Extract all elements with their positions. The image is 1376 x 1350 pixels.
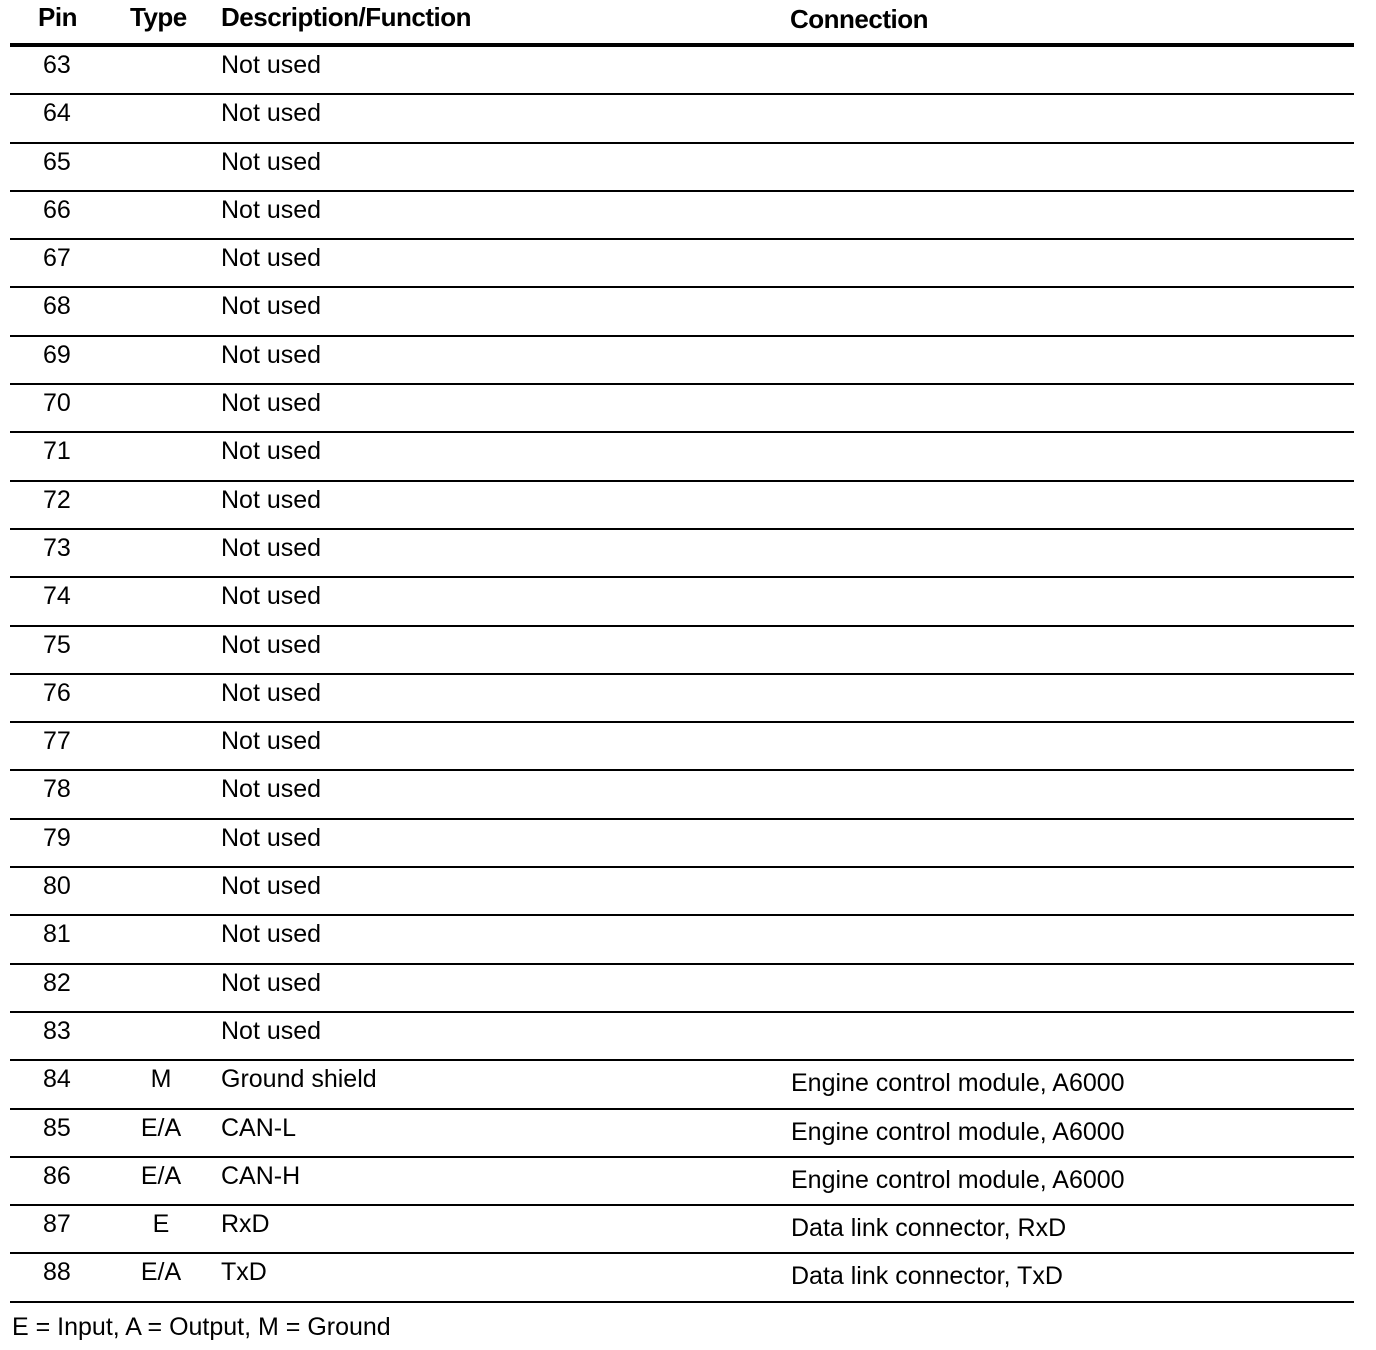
description-cell: Not used — [221, 1016, 322, 1045]
pin-cell: 82 — [43, 968, 71, 997]
description-cell: Not used — [221, 920, 322, 949]
table-row — [10, 868, 1354, 916]
header-type: Type — [130, 2, 187, 32]
table-row — [10, 578, 1354, 626]
legend-footnote: E = Input, A = Output, M = Ground — [12, 1313, 391, 1341]
description-cell: Not used — [221, 872, 322, 901]
table-row — [10, 1206, 1354, 1254]
pin-cell: 85 — [43, 1113, 71, 1142]
description-cell: Not used — [221, 775, 322, 804]
table-row — [10, 144, 1354, 192]
table-row — [10, 965, 1354, 1013]
pin-cell: 66 — [43, 195, 71, 224]
description-cell: Not used — [221, 678, 322, 707]
connection-cell: Data link connector, TxD — [791, 1262, 1063, 1291]
type-cell: E/A — [140, 1258, 182, 1287]
description-cell: Not used — [221, 195, 322, 224]
pin-cell: 81 — [43, 920, 71, 949]
pin-cell: 77 — [43, 727, 71, 756]
table-header — [0, 0, 1376, 46]
pin-cell: 73 — [43, 533, 71, 562]
pin-cell: 74 — [43, 582, 71, 611]
table-body — [0, 47, 1376, 1303]
type-cell: M — [150, 1065, 172, 1094]
table-row — [10, 337, 1354, 385]
table-row — [10, 530, 1354, 578]
pin-cell: 72 — [43, 485, 71, 514]
description-cell: Not used — [221, 533, 322, 562]
table-row — [10, 192, 1354, 240]
description-cell: Not used — [221, 485, 322, 514]
pin-cell: 65 — [43, 147, 71, 176]
pin-cell: 76 — [43, 678, 71, 707]
connection-cell: Engine control module, A6000 — [791, 1069, 1125, 1098]
table-row — [10, 1061, 1354, 1109]
description-cell: Not used — [221, 630, 322, 659]
pin-cell: 80 — [43, 872, 71, 901]
description-cell: CAN-H — [221, 1161, 301, 1190]
table-row — [10, 1110, 1354, 1158]
pin-cell: 87 — [43, 1210, 71, 1239]
description-cell: TxD — [221, 1258, 267, 1287]
description-cell: Not used — [221, 727, 322, 756]
pin-cell: 68 — [43, 292, 71, 321]
connection-cell: Engine control module, A6000 — [791, 1117, 1125, 1146]
description-cell: Not used — [221, 340, 322, 369]
description-cell: Not used — [221, 292, 322, 321]
table-row — [10, 433, 1354, 481]
table-row — [10, 288, 1354, 336]
pin-cell: 86 — [43, 1161, 71, 1190]
table-row — [10, 1254, 1354, 1302]
connection-cell: Engine control module, A6000 — [791, 1165, 1125, 1194]
pin-cell: 70 — [43, 389, 71, 418]
header-description: Description/Function — [221, 2, 471, 32]
table-row — [10, 675, 1354, 723]
description-cell: Not used — [221, 823, 322, 852]
type-cell: E/A — [140, 1113, 182, 1142]
type-cell: E — [152, 1210, 170, 1239]
pin-cell: 71 — [43, 437, 71, 466]
table-row — [10, 723, 1354, 771]
description-cell: Not used — [221, 147, 322, 176]
pin-cell: 83 — [43, 1016, 71, 1045]
pin-cell: 64 — [43, 99, 71, 128]
pin-cell: 69 — [43, 340, 71, 369]
connection-cell: Data link connector, RxD — [791, 1214, 1067, 1243]
table-row — [10, 1158, 1354, 1206]
table-row — [10, 916, 1354, 964]
table-row — [10, 482, 1354, 530]
pin-cell: 75 — [43, 630, 71, 659]
pin-cell: 79 — [43, 823, 71, 852]
type-cell: E/A — [140, 1161, 182, 1190]
description-cell: Not used — [221, 968, 322, 997]
table-row — [10, 627, 1354, 675]
description-cell: CAN-L — [221, 1113, 297, 1142]
table-row — [10, 95, 1354, 143]
table-row — [10, 47, 1354, 95]
pin-cell: 63 — [43, 51, 71, 79]
table-row — [10, 385, 1354, 433]
header-connection: Connection — [790, 4, 928, 34]
description-cell: Not used — [221, 582, 322, 611]
description-cell: Ground shield — [221, 1065, 377, 1094]
pin-cell: 78 — [43, 775, 71, 804]
table-row — [10, 240, 1354, 288]
pin-cell: 84 — [43, 1065, 71, 1094]
pin-cell: 67 — [43, 244, 71, 273]
description-cell: Not used — [221, 437, 322, 466]
description-cell: Not used — [221, 51, 322, 79]
description-cell: Not used — [221, 244, 322, 273]
table-row — [10, 771, 1354, 819]
description-cell: Not used — [221, 389, 322, 418]
description-cell: Not used — [221, 99, 322, 128]
header-pin: Pin — [38, 2, 77, 32]
table-row — [10, 820, 1354, 868]
pin-cell: 88 — [43, 1258, 71, 1287]
description-cell: RxD — [221, 1210, 270, 1239]
table-row — [10, 1013, 1354, 1061]
